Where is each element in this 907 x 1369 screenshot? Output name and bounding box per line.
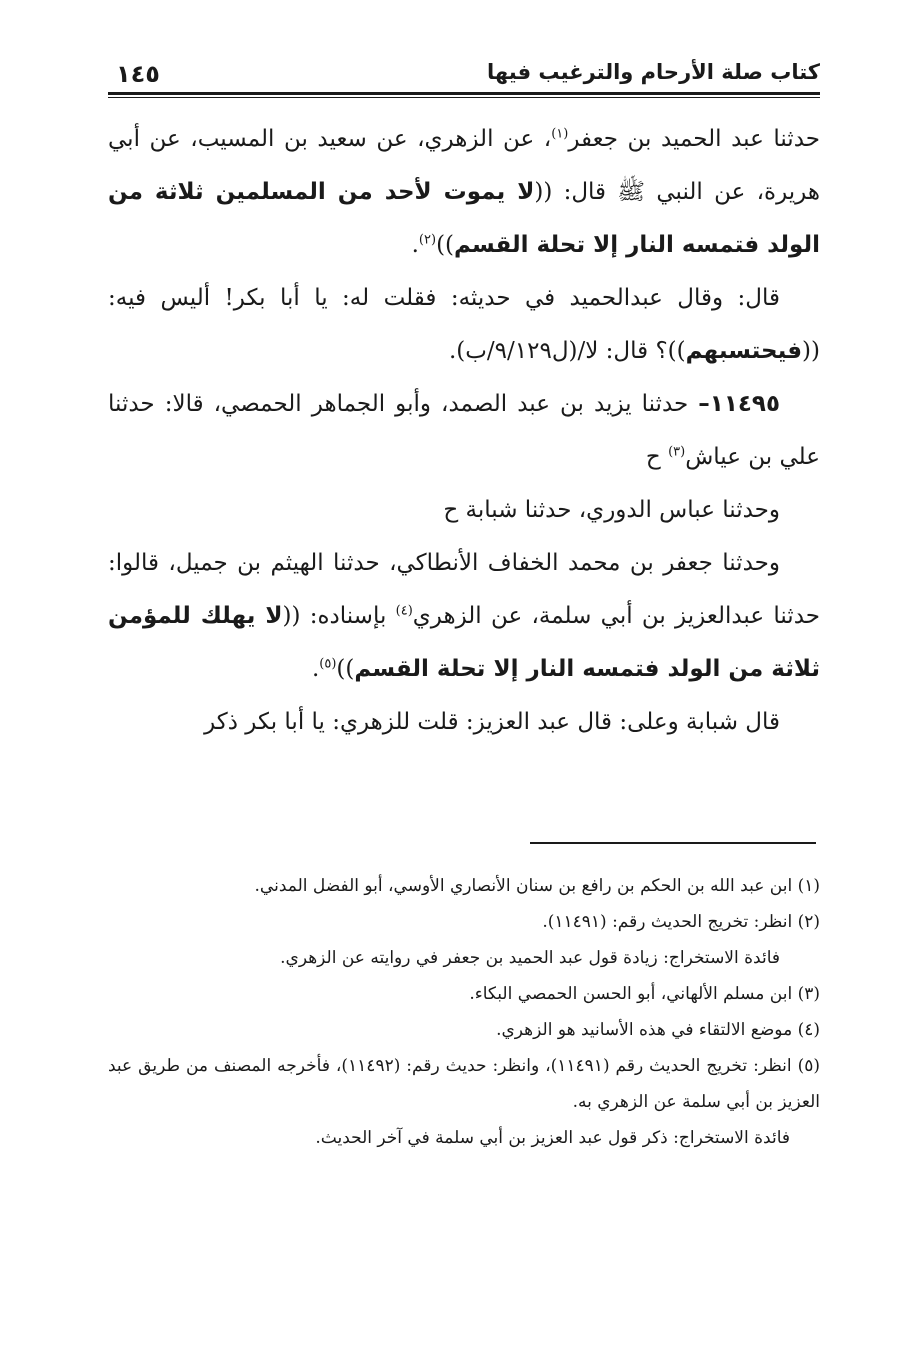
footnote-separator <box>530 842 816 844</box>
hadith-word: فيحتسبهم <box>685 338 803 364</box>
footnote-ref-2: (٢) <box>418 232 437 248</box>
footnote-ref-1: (١) <box>551 126 569 142</box>
footnotes <box>108 868 820 1156</box>
header-rule <box>108 92 820 98</box>
paragraph-6: قال شبابة وعلى: قال عبد العزيز: قلت للزهري: يا أبا بكر ذكر <box>204 709 780 735</box>
footnote-5: (٥) انظر: تخريج الحديث رقم (١١٤٩١)، وانظر: حديث رقم: (١١٤٩٢)، فأخرجه المصنف من طريق عبد العزيز بن أبي سلمة عن الزهري به. <box>108 1056 820 1112</box>
main-text <box>108 113 820 749</box>
footnote-5-note: فائدة الاستخراج: ذكر قول عبد العزيز بن أبي سلمة في آخر الحديث. <box>315 1128 790 1148</box>
footnote-2-note: فائدة الاستخراج: زيادة قول عبد الحميد بن جعفر في روايته عن الزهري. <box>280 948 780 968</box>
footnote-4: (٤) موضع الالتقاء في هذه الأسانيد هو الزهري. <box>496 1020 820 1040</box>
hadith-text-1: لا يموت لأحد من المسلمين ثلاثة من الولد فتمسه النار إلا تحلة القسم <box>108 179 820 258</box>
book-title: كتاب صلة الأرحام والترغيب فيها <box>487 60 820 84</box>
hadith-text-2: لا يهلك للمؤمن ثلاثة من الولد فتمسه النار إلا تحلة القسم <box>108 603 820 682</box>
running-header <box>108 58 820 94</box>
footnote-2: (٢) انظر: تخريج الحديث رقم: (١١٤٩١). <box>542 912 820 932</box>
paragraph-4: وحدثنا عباس الدوري، حدثنا شبابة ح <box>443 497 780 523</box>
paragraph-3: ١١٤٩٥– حدثنا يزيد بن عبد الصمد، وأبو الجماهر الحمصي، قالا: حدثنا علي بن عياش$^{(٣)}$ ح <box>108 391 820 470</box>
page-number: ١٤٥ <box>116 60 160 88</box>
paragraph-2: قال: وقال عبدالحميد في حديثه: فقلت له: يا أبا بكر! أليس فيه: ((فيحتسبهم))؟ قال: لا/(ل٩/١٢٩/ب). <box>108 285 820 364</box>
footnote-3: (٣) ابن مسلم الألهاني، أبو الحسن الحمصي البكاء. <box>469 984 820 1004</box>
footnote-ref-5: (٥) <box>319 656 337 672</box>
paragraph-1: حدثنا عبد الحميد بن جعفر$^{(١)}$، عن الزهري، عن سعيد بن المسيب، عن أبي هريرة، عن النبي ﷺ قال: ((لا يموت لأحد من المسلمين ثلاثة من الولد فتمسه النار إلا تحلة القسم))$^{(٢)}$. <box>108 126 820 258</box>
hadith-number: ١١٤٩٥– <box>698 391 780 417</box>
footnote-ref-3: (٣) <box>668 444 686 460</box>
paragraph-5: وحدثنا جعفر بن محمد الخفاف الأنطاكي، حدثنا الهيثم بن جميل، قالوا: حدثنا عبدالعزيز بن أبي سلمة، عن الزهري$^{(٤)}$ بإسناده: ((لا يهلك للمؤمن ثلاثة من الولد فتمسه النار إلا تحلة القسم))$^{(٥)}$. <box>108 550 820 682</box>
footnote-ref-4: (٤) <box>395 603 413 619</box>
footnote-1: (١) ابن عبد الله بن الحكم بن رافع بن سنان الأنصاري الأوسي، أبو الفضل المدني. <box>254 876 820 896</box>
